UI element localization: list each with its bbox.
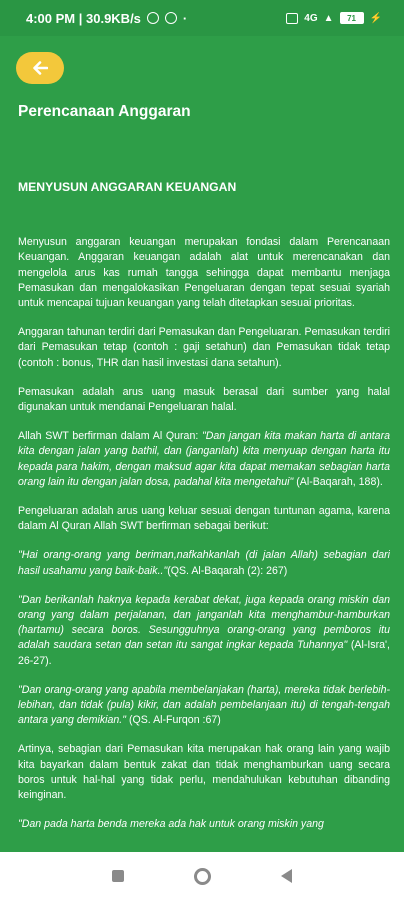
quote-furqon <box>18 683 390 729</box>
back-button[interactable] <box>16 52 64 84</box>
quote-ref: (Al-Baqarah, 188). <box>293 475 383 488</box>
network-label: 4G <box>304 12 318 24</box>
system-back-button[interactable] <box>281 869 292 883</box>
quote-text: "Dan orang-orang yang apabila membelanjakan (harta), mereka tidak berlebih-lebihan, dan tidak (pula) kikir, dan adalah pembelanjaan itu) di tengah-tengah antara yang demikian." <box>18 683 390 727</box>
status-bar <box>0 0 404 36</box>
charging-icon: ⚡ <box>369 12 382 24</box>
more-dot-icon: · <box>182 10 188 26</box>
recents-button[interactable] <box>112 870 124 882</box>
quote-partial: "Dan pada harta benda mereka ada hak untuk orang miskin yang <box>18 818 324 831</box>
paragraph-income: Pemasukan adalah arus uang masuk berasal dari sumber yang halal digunakan untuk mendanai Pengeluaran halal. <box>18 385 390 414</box>
quote-ref: (QS. Al-Baqarah (2): 267) <box>167 564 288 577</box>
paragraph-spending: Pengeluaran adalah arus uang keluar sesuai dengan tuntunan agama, karena dalam Al Quran Allah SWT berfirman sebagai berikut: <box>18 505 390 533</box>
battery-icon: 71 <box>340 12 364 24</box>
quote-ref: (QS. Al-Furqon :67) <box>126 714 221 727</box>
page-title: Perencanaan Anggaran <box>18 103 191 120</box>
notification-icon <box>286 13 298 24</box>
signal-icon: ▲ <box>323 12 334 24</box>
quote-ref: (Al-Isra', 26-27). <box>18 639 390 667</box>
article-content[interactable] <box>18 180 390 850</box>
paragraph-meaning: Artinya, sebagian dari Pemasukan kita merupakan hak orang lain yang wajib kita bayarkan dalam bentuk zakat dan tidak menghamburkan uang secara boros untuk hal-hal yang tidak perlu, mendahulukan kebutuhan dibanding keinginan. <box>18 743 390 802</box>
quote-text: "Dan berikanlah haknya kepada kerabat dekat, juga kepada orang miskin dan orang yang dalam perjalanan, dan janganlah kita menghambur-hamburkan (hartamu) secara boros. Sesungguhnya orang-orang yang pemboros itu adalah saudara setan dan setan itu sangat ingkar kepada Tuhannya" <box>18 593 390 652</box>
system-nav-bar <box>0 852 404 900</box>
alarm-icon <box>147 12 159 24</box>
arrow-left-icon <box>32 61 48 75</box>
paragraph-intro: Menyusun anggaran keuangan merupakan fondasi dalam Perencanaan Keuangan. Anggaran keuangan adalah alat untuk merencanakan dan mengelola arus kas rumah tangga sehingga dapat membantu menjaga Pemasukan dan mengalokasikan Pengeluaran dengan tepat sesuai syariah untuk mencapai tujuan keuangan yang telah ditetapkan sesuai prioritas. <box>18 236 390 310</box>
paragraph-quran-1 <box>18 429 390 490</box>
paragraph-annual-budget: Anggaran tahunan terdiri dari Pemasukan dan Pengeluaran. Pemasukan terdiri dari Pemasukan tetap (contoh : gaji setahun) dan Pemasukan tidak tetap (contoh : bonus, THR dan hasil investasi dana setahun). <box>18 326 390 369</box>
status-left <box>26 11 187 26</box>
whatsapp-icon <box>165 12 177 24</box>
home-button[interactable] <box>194 868 211 885</box>
status-time: 4:00 PM | 30.9KB/s <box>26 10 141 26</box>
section-title: MENYUSUN ANGGARAN KEUANGAN <box>18 180 237 194</box>
quote-text: "Dan jangan kita makan harta di antara kita dengan jalan yang bathil, dan (janganlah) kita menyuap dengan harta itu kepada para hakim, dengan maksud agar kita dapat memakan sebagian harta orang lain itu dengan jalan dosa, padahal kita mengetahui" <box>18 430 390 488</box>
quote-intro: Allah SWT berfirman dalam Al Quran: <box>18 430 202 443</box>
quote-isra <box>18 593 390 669</box>
status-right <box>286 12 382 24</box>
quote-baqarah <box>18 548 390 578</box>
quote-text: "Hai orang-orang yang beriman,nafkahkanlah (di jalan Allah) sebagian dari hasil usahamu yang baik-baik.." <box>18 549 390 577</box>
